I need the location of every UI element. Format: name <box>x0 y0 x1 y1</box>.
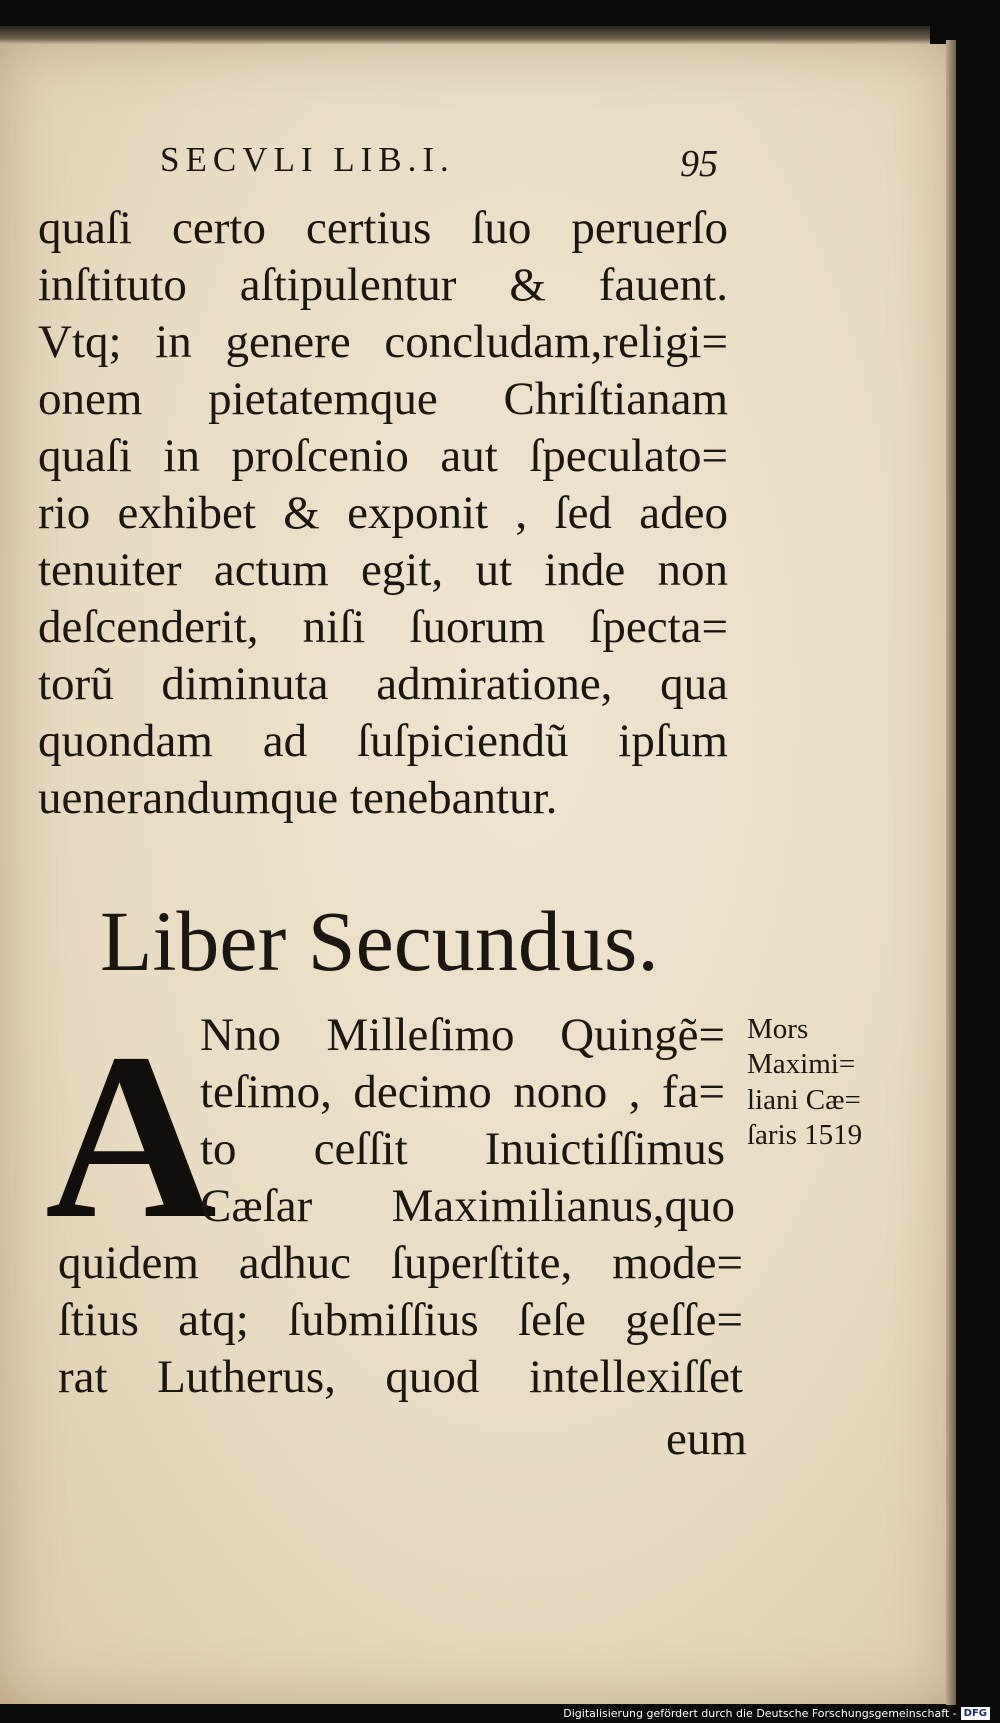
text-line: quondam ad ſuſpiciendũ ipſum <box>38 715 728 767</box>
text-line: uenerandumque tenebantur. <box>38 772 558 824</box>
text-line: inſtituto aſtipulentur & fauent. <box>38 259 728 311</box>
marginal-note-line: ſaris 1519 <box>747 1119 863 1152</box>
text-line: quidem adhuc ſuperſtite, mode= <box>58 1237 743 1289</box>
text-line: deſcenderit, niſi ſuorum ſpecta= <box>38 601 728 653</box>
text-line: Nno Milleſimo Quingẽ= <box>200 1009 725 1061</box>
text-line: Cæſar Maximilianus,quo <box>200 1180 735 1232</box>
text-line: teſimo, decimo nono , fa= <box>200 1066 725 1118</box>
marginal-note <box>747 1012 887 1154</box>
page-top-edge <box>0 26 930 44</box>
text-line: rio exhibet & exponit , ſed adeo <box>38 487 728 539</box>
funding-credit-text: Digitalisierung gefördert durch die Deutsche Forschungsgemeinschaft - <box>563 1707 957 1720</box>
dfg-logo: DFG <box>961 1707 990 1720</box>
marginal-note-line: Maximi= <box>747 1048 856 1081</box>
drop-capital: A <box>45 1005 217 1268</box>
text-line: quaſi certo certius ſuo peruerſo <box>38 202 728 254</box>
text-line: Vtq; in genere concludam,religi= <box>38 316 728 368</box>
funding-credit <box>563 1706 990 1721</box>
text-line: ſtius atq; ſubmiſſius ſeſe geſſe= <box>58 1294 743 1346</box>
text-line: tenuiter actum egit, ut inde non <box>38 544 728 596</box>
page-number: 95 <box>680 143 718 185</box>
marginal-note-line: liani Cæ= <box>747 1083 861 1116</box>
text-line: quaſi in proſcenio aut ſpeculato= <box>38 430 728 482</box>
page-fore-edge <box>946 40 956 1705</box>
text-line: to ceſſit Inuictiſſimus <box>200 1123 725 1175</box>
text-line: torũ diminuta admiratione, qua <box>38 658 728 710</box>
text-line: rat Lutherus, quod intellexiſſet <box>58 1351 743 1403</box>
marginal-note-line: Mors <box>747 1013 809 1045</box>
running-head: SECVLI LIB.I. <box>160 140 455 179</box>
catchword: eum <box>666 1413 747 1465</box>
section-heading: Liber Secundus. <box>100 893 659 989</box>
text-line: onem pietatemque Chriſtianam <box>38 373 728 425</box>
